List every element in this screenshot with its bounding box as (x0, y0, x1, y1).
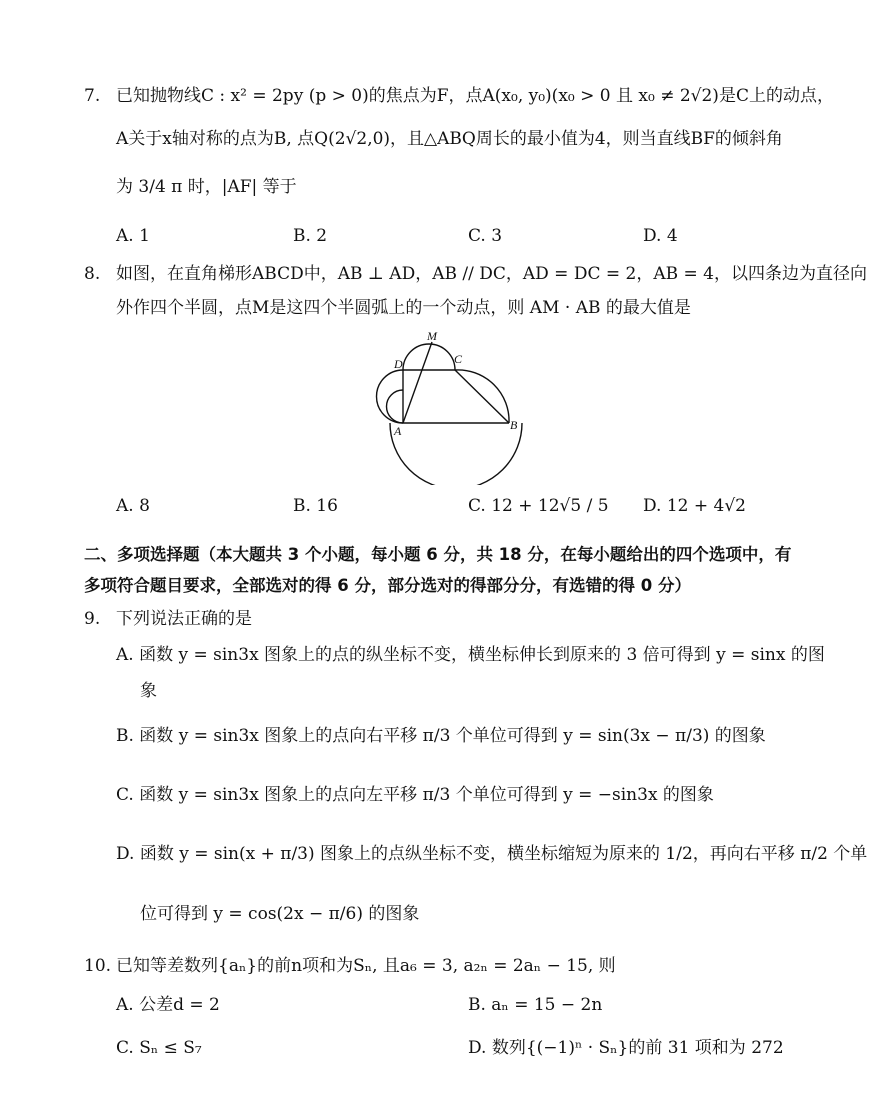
q8-line2: 外作四个半圆，点M是这四个半圆弧上的一个动点，则 AM · AB 的最大值是 (116, 298, 691, 318)
q10-option-b: B. aₙ = 15 − 2n (468, 995, 603, 1015)
label-b: B (510, 418, 518, 432)
q9-option-d-line2: 位可得到 y = cos(2x − π/6) 的图象 (140, 904, 420, 924)
q7-option-c: C. 3 (468, 226, 503, 246)
label-a: A (394, 424, 402, 438)
q9-option-c: C. 函数 y = sin3x 图象上的点向左平移 π/3 个单位可得到 y = −sin3x 的图象 (116, 785, 714, 805)
section-2-subtitle: 多项符合题目要求，全部选对的得 6 分，部分选对的得部分分，有选错的得 0 分） (84, 576, 691, 595)
q8-option-c: C. 12 + 12√5 / 5 (468, 496, 609, 516)
q10-option-d: D. 数列{(−1)ⁿ · Sₙ}的前 31 项和为 272 (468, 1038, 784, 1058)
q7-option-a: A. 1 (116, 226, 150, 246)
q9-option-a-line2: 象 (140, 681, 157, 701)
label-m: M (427, 329, 437, 343)
q10-option-a: A. 公差d = 2 (116, 995, 220, 1015)
q7-line3: 为 3/4 π 时，|AF| 等于 (116, 177, 297, 197)
q8-option-a: A. 8 (116, 496, 150, 516)
section-2-title: 二、多项选择题（本大题共 3 个小题，每小题 6 分，共 18 分，在每小题给出的四个选项中，有 (84, 545, 792, 564)
q7-line1: 已知抛物线C : x² = 2py (p > 0)的焦点为F，点A(x₀, y₀)(x₀ > 0 且 x₀ ≠ 2√2)是C上的动点， (116, 86, 834, 106)
q8-option-d: D. 12 + 4√2 (643, 496, 746, 516)
q7-option-d: D. 4 (643, 226, 678, 246)
q9-number: 9. (84, 609, 101, 629)
semicircle-dc (403, 344, 455, 370)
segment-am (403, 342, 432, 423)
q9-option-a-line1: A. 函数 y = sin3x 图象上的点的纵坐标不变，横坐标伸长到原来的 3 倍可得到 y = sinx 的图 (116, 645, 825, 665)
edge-cb (455, 370, 509, 423)
q10-stem: 已知等差数列{aₙ}的前n项和为Sₙ, 且a₆ = 3, a₂ₙ = 2aₙ − 15, 则 (116, 956, 616, 976)
q7-option-b: B. 2 (293, 226, 328, 246)
q7-number: 7. (84, 86, 101, 106)
semicircle-ad (387, 390, 404, 423)
q10-number: 10. (84, 956, 112, 976)
q7-line2: A关于x轴对称的点为B, 点Q(2√2,0)，且△ABQ周长的最小值为4，则当直线BF的倾斜角 (116, 129, 783, 149)
q10-option-c: C. Sₙ ≤ S₇ (116, 1038, 202, 1058)
q8-option-b: B. 16 (293, 496, 338, 516)
q9-stem: 下列说法正确的是 (116, 609, 252, 629)
semicircle-ab (390, 423, 522, 485)
q9-option-b: B. 函数 y = sin3x 图象上的点向右平移 π/3 个单位可得到 y = sin(3x − π/3) 的图象 (116, 726, 766, 746)
label-c: C (454, 352, 463, 366)
trapezoid-semicircles-figure (370, 325, 530, 485)
q9-option-d-line1: D. 函数 y = sin(x + π/3) 图象上的点纵坐标不变，横坐标缩短为原来的 1/2，再向右平移 π/2 个单 (116, 844, 868, 864)
label-d: D (394, 357, 403, 371)
q8-number: 8. (84, 264, 101, 284)
q8-line1: 如图，在直角梯形ABCD中，AB ⊥ AD，AB // DC，AD = DC = 2，AB = 4，以四条边为直径向 (116, 264, 867, 284)
